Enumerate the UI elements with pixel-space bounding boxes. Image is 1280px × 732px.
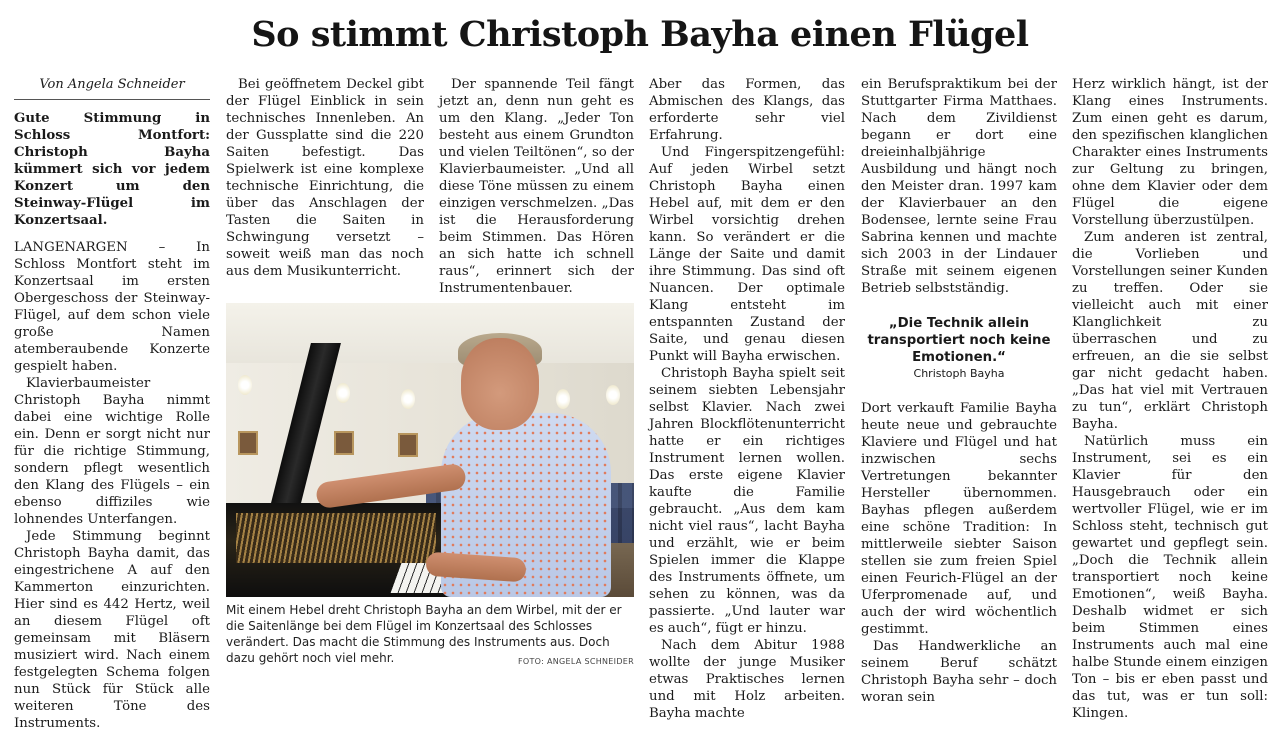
- paragraph: Zum anderen ist zentral, die Vorlieben und Vorstellungen seiner Kunden zu treffen. Oder sie vielleicht auch mit einer Klanglichkeit zu überraschen und zu erfreuen, an die sie selbst gar nicht gedacht haben. „Das hat viel mit Vertrauen zu tun“, erklärt Christoph Bayha.: [1072, 230, 1268, 432]
- byline: Von Angela Schneider: [14, 76, 210, 100]
- paragraph: Dort verkauft Familie Bayha heute neue und gebrauchte Klaviere und Flügel und hat inzwischen sechs Vertretungen bekannter Hersteller übernommen. Bayhas pflegen außerdem eine schöne Tradition: In mittlerweile siebter Saison stellen sie zum freien Spiel einen Feurich-Flügel an der Uferpromenade auf, und auch der wird wöchentlich gestimmt.: [861, 401, 1057, 637]
- paragraph: Herz wirklich hängt, ist der Klang eines Instruments. Zum einen geht es darum, den spezifischen klanglichen Charakter eines Instruments zur Geltung zu bringen, ohne dem Klavier oder dem Flügel die eigene Vorstellung überzustülpen.: [1072, 77, 1268, 228]
- article-photo: [226, 303, 634, 597]
- paragraph: Der spannende Teil fängt jetzt an, denn nun geht es um den Klang. „Jeder Ton besteht aus einem Grundton und vielen Teiltönen“, so der Klavierbaumeister. „Und all diese Töne müssen zu einem einzigen verschmelzen. „Das ist die Herausforderung beim Stimmen. Das Hören an sich hatte ich schnell raus“, erinnert sich der Instrumentenbauer.: [439, 77, 634, 296]
- column-5: [861, 76, 1057, 706]
- paragraph: Das Handwerkliche an seinem Beruf schätzt Christoph Bayha sehr – doch woran sein: [861, 639, 1057, 705]
- pull-quote-author: Christoph Bayha: [913, 367, 1005, 380]
- column-2: [226, 76, 424, 280]
- column-3: [439, 76, 634, 297]
- pull-quote: [861, 315, 1057, 382]
- paragraph: Klavierbaumeister Christoph Bayha nimmt dabei eine wichtige Rolle ein. Denn er sorgt nicht nur für die richtige Stimmung, sondern pflegt wesentlich den Klang des Flügels – ein ebenso diffiziles wie lohnendes Unterfangen.: [14, 376, 210, 527]
- photo-credit: FOTO: ANGELA SCHNEIDER: [518, 657, 634, 666]
- headline: So stimmt Christoph Bayha einen Flügel: [251, 14, 1029, 55]
- lead-paragraph: Gute Stimmung in Schloss Montfort: Christoph Bayha kümmert sich vor jedem Konzert um den Steinway-Flügel im Konzertsaal.: [14, 111, 210, 228]
- paragraph: Jede Stimmung beginnt Christoph Bayha damit, das eingestrichene A auf den Kammerton einzurichten. Hier sind es 442 Hertz, weil an diesem Flügel oft gemeinsam mit Bläsern musiziert wird. Nach einem festgelegten Schema folgen nun Stück für Stück alle weiteren Töne des Instruments.: [14, 529, 210, 731]
- paragraph: Natürlich muss ein Instrument, sei es ein Klavier für den Hausgebrauch oder ein wertvoller Flügel, wie er im Schloss steht, technisch gut gewartet und gepflegt sein. „Doch die Technik allein transportiert noch keine Emotionen“, weiß Bayha. Deshalb widmet er sich beim Stimmen eines Instruments auch mal eine halbe Stunde einem einzigen Ton – bis er eben passt und das tut, was er tun soll: Klingen.: [1072, 434, 1268, 721]
- column-6: [1072, 76, 1268, 722]
- paragraph: Und Fingerspitzengefühl: Auf jeden Wirbel setzt Christoph Bayha einen Hebel auf, mit dem er den Wirbel vorsichtig drehen kann. So verändert er die Länge der Saite und damit ihre Stimmung. Das sind oft Nuancen. Der optimale Klang entsteht im entspannten Zustand der Saite, und genau diesen Punkt will Bayha erwischen.: [649, 145, 845, 364]
- paragraph: Nach dem Abitur 1988 wollte der junge Musiker etwas Praktisches lernen und mit Holz arbeiten. Bayha machte: [649, 638, 845, 721]
- paragraph: ein Berufspraktikum bei der Stuttgarter Firma Matthaes. Nach dem Zivildienst begann er dort eine dreieinhalbjährige Ausbildung und hängt noch den Meister dran. 1997 kam der Klavierbauer an den Bodensee, lernte seine Frau Sabrina kennen und machte sich 2003 in der Lindauer Straße mit seinem eigenen Betrieb selbstständig.: [861, 77, 1057, 296]
- column-4: [649, 76, 845, 722]
- paragraph: Bei geöffnetem Deckel gibt der Flügel Einblick in sein technisches Innenleben. An der Gussplatte sind die 220 Saiten befestigt. Das Spielwerk ist eine komplexe technische Einrichtung, die über das Anschlagen der Tasten die Saiten in Schwingung versetzt – soweit weiß man das noch aus dem Musikunterricht.: [226, 77, 424, 279]
- column-1: [14, 76, 210, 732]
- pull-quote-text: „Die Technik allein transportiert noch keine Emotionen.“: [867, 316, 1051, 365]
- photo-caption: Mit einem Hebel dreht Christoph Bayha an dem Wirbel, mit der er die Saitenlänge bei dem Flügel im Konzertsaal des Schlosses verändert. Das macht die Stimmung des Instruments aus. Doch dazu gehört noch viel mehr.: [226, 603, 622, 665]
- paragraph: Christoph Bayha spielt seit seinem siebten Lebensjahr selbst Klavier. Nach zwei Jahren Blockflötenunterricht hatte er ein richtiges Instrument lernen wollen. Das erste eigene Klavier kaufte die Familie gebraucht. „Aus dem kam nicht viel raus“, lacht Bayha und erzählt, wie er beim Spielen immer die Klappe des Instruments öffnete, um sehen zu können, was da passierte. „Und lauter war es auch“, fügt er hinzu.: [649, 366, 845, 636]
- paragraph: Aber das Formen, das Abmischen des Klangs, das erforderte sehr viel Erfahrung.: [649, 77, 845, 143]
- paragraph: LANGENARGEN – In Schloss Montfort steht im Konzertsaal im ersten Obergeschoss der Steinway-Flügel, auf dem schon viele große Namen atemberaubende Konzerte gespielt haben.: [14, 240, 210, 374]
